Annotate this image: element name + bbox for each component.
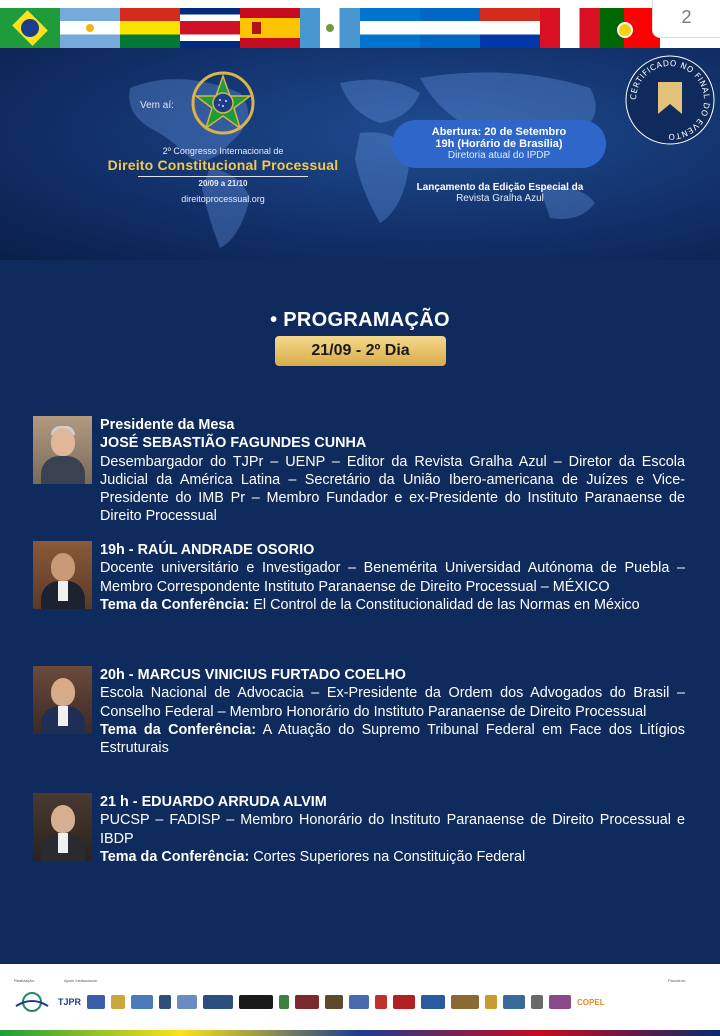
speaker-name: 19h - RAÚL ANDRADE OSORIO	[100, 542, 315, 558]
speaker-bio: Docente universitário e Investigador – Benemérita Universidad Autónoma de Puebla – Membro Correspondente Instituto Paranaense de Direito Processual – MÉXICO	[100, 560, 685, 595]
certificate-text: CERTIFICADO NO FINAL DO EVENTO	[628, 58, 712, 142]
speaker-text	[100, 416, 685, 526]
flag-spain	[240, 8, 300, 48]
speaker-name: JOSÉ SEBASTIÃO FAGUNDES CUNHA	[100, 435, 367, 452]
lancamento-title: Lançamento da Edição Especial da	[416, 182, 584, 193]
speaker-tema	[100, 596, 685, 614]
footer-color-bar	[0, 1030, 720, 1036]
flag-costa-rica	[180, 8, 240, 48]
sponsor-logo-icon	[203, 995, 233, 1009]
speaker-bio: Desembargador do TJPr – UENP – Editor da Revista Gralha Azul – Diretor da Escola Judicial da América Latina – Secretário da União Ibero-americana de Juízes e Vice-Presidente do IMB Pr – Membro Fundador e ex-Presidente do Instituto Paranaense de Direito Processual	[100, 453, 685, 525]
tema-label: Tema da Conferência:	[100, 596, 250, 613]
tema-text: El Control de la Constitucionalidad de las Normas en México	[249, 596, 640, 613]
realizacao-caption: Realização:	[14, 978, 35, 983]
vem-label: Vem aí:	[140, 100, 174, 111]
flag-portugal	[600, 8, 660, 48]
photo-body	[41, 456, 85, 484]
speaker-tema	[100, 721, 685, 758]
sponsor-logo-icon	[87, 995, 105, 1009]
sponsor-logo-icon	[549, 995, 571, 1009]
flag-argentina	[60, 8, 120, 48]
speaker-card	[33, 666, 685, 776]
sponsor-logo-icon	[177, 995, 197, 1009]
photo-head	[51, 553, 75, 581]
abertura-note: Diretoria atual do IPDP	[447, 150, 551, 161]
flag-peru	[540, 8, 600, 48]
sponsor-logo-icon	[393, 995, 415, 1009]
tema-text: Cortes Superiores na Constituição Federal	[249, 848, 526, 865]
congress-dates: 20/09 a 21/10	[198, 179, 248, 188]
lancamento-subtitle: Revista Gralha Azul	[456, 193, 544, 204]
speaker-photo	[33, 541, 92, 609]
certificate-badge-icon	[624, 54, 716, 146]
speaker-tema	[100, 848, 685, 866]
sponsor-logo-icon	[325, 995, 343, 1009]
apoio-caption: Apoio Institucional:	[64, 978, 98, 983]
congress-website: direitoprocessual.org	[181, 194, 265, 204]
congress-block	[98, 146, 348, 204]
day-badge: 21/09 - 2º Dia	[275, 336, 446, 366]
speaker-bio: PUCSP – FADISP – Membro Honorário do Instituto Paranaense de Direito Processual e IBDP	[100, 812, 685, 847]
flag-brazil	[0, 8, 60, 48]
sponsor-logo-icon	[421, 995, 445, 1009]
lancamento-block	[380, 182, 620, 204]
page-number: 2	[681, 7, 692, 27]
sponsor-logo-icon	[159, 995, 171, 1009]
program-title: • PROGRAMAÇÃO	[270, 309, 450, 331]
abertura-date: Abertura: 20 de Setembro	[431, 126, 567, 138]
sponsor-logo-icon	[531, 995, 543, 1009]
speaker-role: Presidente da Mesa	[100, 417, 235, 433]
tema-text: A Atuação do Supremo Tribunal Federal em Face dos Litígios Estruturais	[100, 721, 686, 757]
photo-head	[51, 805, 75, 833]
parceiros-caption: Parceiros:	[668, 978, 687, 983]
abertura-pill	[392, 120, 606, 168]
speaker-name: 21 h - EDUARDO ARRUDA ALVIM	[100, 794, 327, 810]
abertura-time: 19h (Horário de Brasília)	[435, 138, 563, 150]
photo-shirt	[58, 833, 68, 853]
sponsor-logo-icon	[451, 995, 479, 1009]
photo-head	[51, 678, 75, 706]
page-number-tab	[652, 0, 720, 38]
sponsor-logo-icon	[279, 995, 289, 1009]
ipdp-logo-icon	[12, 990, 52, 1014]
photo-shirt	[58, 706, 68, 726]
sponsor-logo-icon	[295, 995, 319, 1009]
speaker-text	[100, 541, 685, 614]
speaker-text	[100, 793, 685, 866]
flag-paraguay	[480, 8, 540, 48]
speaker-card	[33, 793, 685, 867]
congress-divider	[138, 176, 308, 177]
speaker-name: 20h - MARCUS VINICIUS FURTADO COELHO	[100, 667, 406, 683]
sponsor-logo-icon	[239, 995, 273, 1009]
photo-shirt	[58, 581, 68, 601]
congress-subtitle: 2º Congresso Internacional de	[162, 146, 284, 156]
flag-guatemala	[300, 8, 360, 48]
sponsors-footer	[0, 964, 720, 1036]
congress-title: Direito Constitucional Processual	[107, 157, 339, 173]
speaker-card	[33, 541, 685, 651]
sponsor-logo-icon	[485, 995, 497, 1009]
speaker-text	[100, 666, 685, 757]
brazil-coat-of-arms-icon	[190, 70, 256, 136]
tema-label: Tema da Conferência:	[100, 721, 257, 738]
sponsor-logo-icon	[111, 995, 125, 1009]
flags-strip	[0, 0, 720, 48]
speaker-photo	[33, 793, 92, 861]
copel-logo: COPEL	[577, 997, 605, 1007]
sponsor-logo-icon	[375, 995, 387, 1009]
flag-honduras	[360, 8, 420, 48]
tjpr-logo: TJPR	[58, 997, 82, 1007]
photo-head	[51, 428, 75, 456]
speaker-photo	[33, 666, 92, 734]
speaker-card	[33, 416, 685, 528]
speaker-photo	[33, 416, 92, 484]
speaker-bio: Escola Nacional de Advocacia – Ex-Presidente da Ordem dos Advogados do Brasil – Conselho Federal – Membro Honorário do Instituto Paranaense de Direito Processual	[100, 685, 685, 720]
sponsor-logo-icon	[131, 995, 153, 1009]
flag-bolivia	[120, 8, 180, 48]
sponsor-logos	[12, 982, 710, 1022]
tema-label: Tema da Conferência:	[100, 848, 250, 865]
sponsor-logo-icon	[503, 995, 525, 1009]
flag-nicaragua	[420, 8, 480, 48]
sponsor-logo-icon	[349, 995, 369, 1009]
hero-banner	[0, 48, 720, 260]
